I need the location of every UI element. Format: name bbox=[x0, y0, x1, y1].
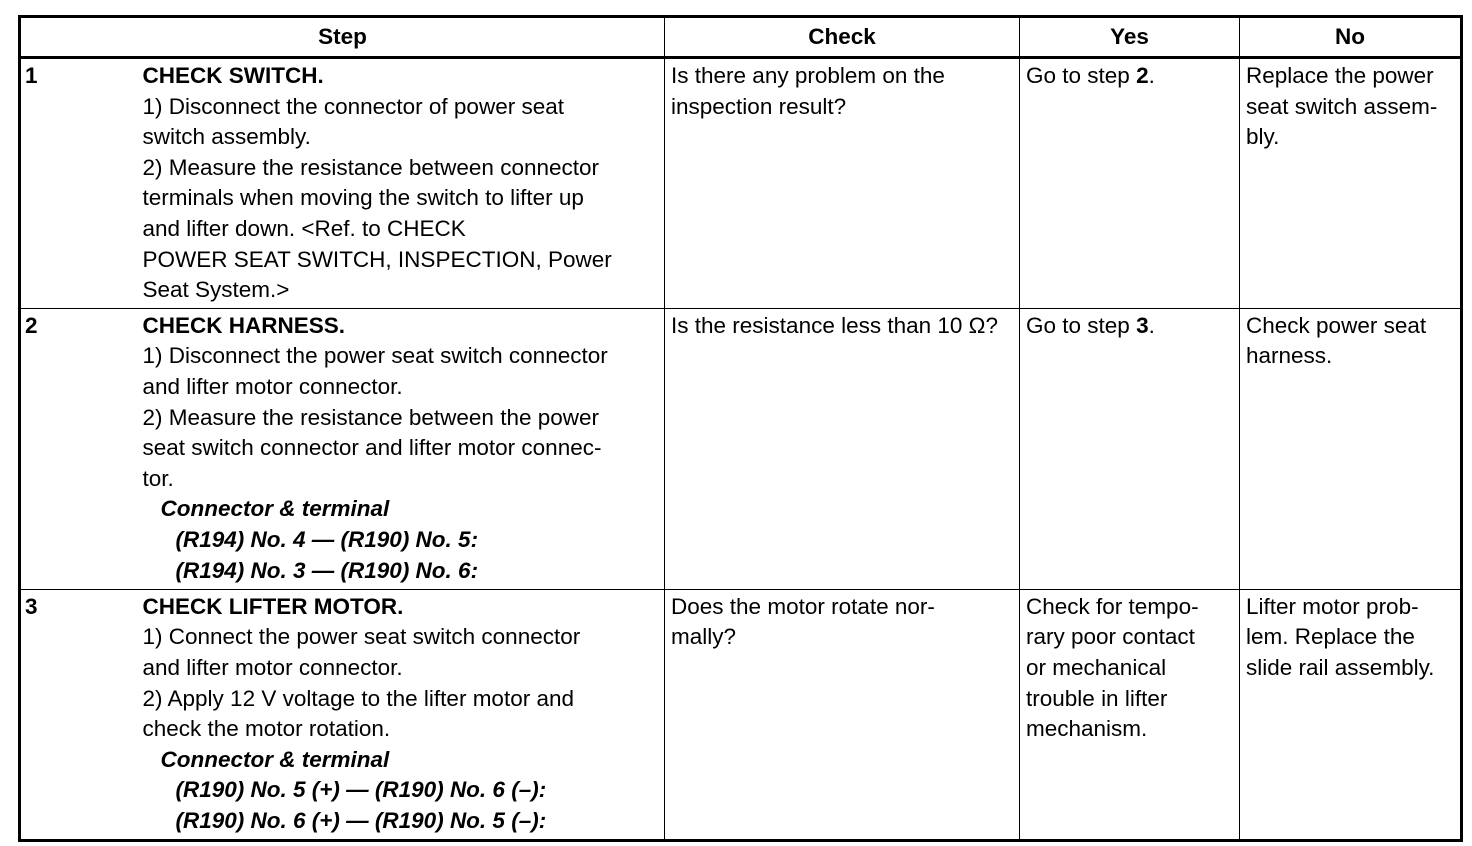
step-line: check the motor rotation. bbox=[142, 716, 391, 742]
yes-text: Go to step bbox=[1026, 312, 1137, 338]
step-line: terminals when moving the switch to lifter up bbox=[142, 185, 584, 211]
table-row bbox=[20, 589, 1462, 840]
step-line: 2) Measure the resistance between connector bbox=[142, 154, 600, 180]
step-title: CHECK HARNESS. bbox=[142, 312, 346, 338]
no-line: slide rail assembly. bbox=[1246, 654, 1435, 680]
step-title: CHECK LIFTER MOTOR. bbox=[142, 593, 404, 619]
no-cell bbox=[1240, 308, 1462, 589]
check-line: Is the resistance less than 10 Ω? bbox=[671, 312, 999, 338]
connector-terminal-value: (R194) No. 3 — (R190) No. 6: bbox=[175, 557, 479, 583]
yes-line: Check for tempo- bbox=[1026, 593, 1199, 619]
step-line: seat switch connector and lifter motor connec- bbox=[142, 435, 602, 461]
yes-suffix: . bbox=[1148, 63, 1155, 88]
step-line: 1) Disconnect the power seat switch connector bbox=[142, 343, 608, 369]
yes-cell bbox=[1020, 589, 1240, 840]
connector-terminal-title: Connector & terminal bbox=[160, 746, 390, 772]
step-cell bbox=[143, 308, 665, 589]
connector-terminal-value: (R190) No. 5 (+) — (R190) No. 6 (–): bbox=[175, 777, 547, 803]
connector-terminal-value: (R194) No. 4 — (R190) No. 5: bbox=[175, 526, 479, 552]
step-cell bbox=[143, 589, 665, 840]
no-cell bbox=[1240, 589, 1462, 840]
step-line: Seat System.> bbox=[142, 277, 290, 303]
step-cell bbox=[143, 58, 665, 309]
step-line: 1) Connect the power seat switch connector bbox=[142, 624, 581, 650]
check-line: mally? bbox=[671, 624, 737, 650]
no-line: Lifter motor prob- bbox=[1246, 593, 1419, 619]
yes-line: trouble in lifter bbox=[1026, 685, 1168, 711]
yes-cell bbox=[1020, 308, 1240, 589]
step-number: 1 bbox=[20, 58, 143, 309]
step-line: POWER SEAT SWITCH, INSPECTION, Power bbox=[142, 246, 612, 272]
yes-line: mechanism. bbox=[1026, 716, 1148, 742]
yes-suffix: . bbox=[1148, 312, 1155, 338]
step-number: 3 bbox=[20, 589, 143, 840]
connector-terminal-title: Connector & terminal bbox=[160, 496, 390, 522]
header-no: No bbox=[1240, 17, 1462, 58]
check-line: Does the motor rotate nor- bbox=[671, 593, 935, 619]
table-header-row bbox=[20, 17, 1462, 58]
diagnostic-table bbox=[18, 15, 1463, 842]
step-title: CHECK SWITCH. bbox=[142, 63, 324, 88]
check-cell bbox=[665, 589, 1020, 840]
yes-line: or mechanical bbox=[1026, 654, 1167, 680]
yes-cell bbox=[1020, 58, 1240, 309]
yes-text: Go to step bbox=[1026, 63, 1137, 88]
check-line: Is there any problem on the bbox=[671, 63, 945, 88]
no-line: seat switch assem- bbox=[1246, 93, 1438, 119]
no-cell bbox=[1240, 58, 1462, 309]
yes-step-ref: 2 bbox=[1136, 63, 1149, 88]
step-line: and lifter motor connector. bbox=[142, 654, 403, 680]
check-cell bbox=[665, 58, 1020, 309]
table-row bbox=[20, 58, 1462, 309]
check-cell bbox=[665, 308, 1020, 589]
no-line: Check power seat bbox=[1246, 312, 1427, 338]
step-line: 2) Apply 12 V voltage to the lifter motor and bbox=[142, 685, 574, 711]
yes-step-ref: 3 bbox=[1136, 312, 1149, 338]
yes-line: rary poor contact bbox=[1026, 624, 1195, 650]
step-line: switch assembly. bbox=[142, 124, 311, 150]
no-line: harness. bbox=[1246, 343, 1333, 369]
no-line: lem. Replace the bbox=[1246, 624, 1415, 650]
header-yes: Yes bbox=[1020, 17, 1240, 58]
step-line: and lifter down. <Ref. to CHECK bbox=[142, 215, 466, 241]
step-line: 2) Measure the resistance between the power bbox=[142, 404, 600, 430]
step-line: tor. bbox=[142, 465, 174, 491]
check-line: inspection result? bbox=[671, 93, 847, 119]
header-step: Step bbox=[20, 17, 665, 58]
connector-terminal-value: (R190) No. 6 (+) — (R190) No. 5 (–): bbox=[175, 807, 547, 833]
no-line: bly. bbox=[1246, 124, 1280, 150]
header-check: Check bbox=[665, 17, 1020, 58]
step-line: and lifter motor connector. bbox=[142, 373, 403, 399]
step-line: 1) Disconnect the connector of power seat bbox=[142, 93, 564, 119]
step-number: 2 bbox=[20, 308, 143, 589]
no-line: Replace the power bbox=[1246, 63, 1434, 88]
table-row bbox=[20, 308, 1462, 589]
